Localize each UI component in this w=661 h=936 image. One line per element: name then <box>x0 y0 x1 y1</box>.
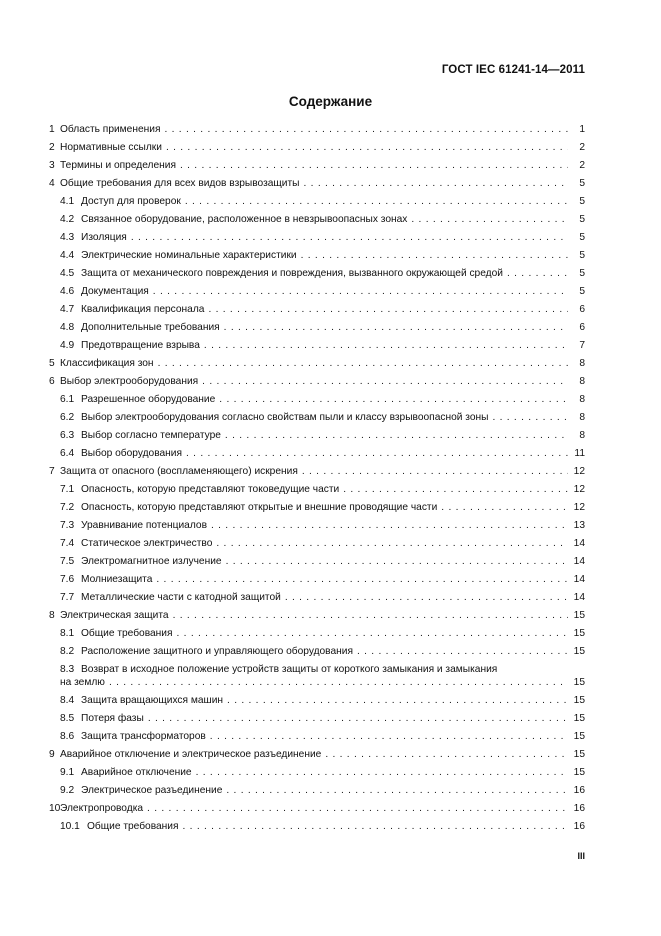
toc-entry-page: 13 <box>573 520 585 531</box>
dot-leader <box>325 748 568 761</box>
toc-entry-title: Электропроводка <box>60 803 144 814</box>
toc-entry-page: 5 <box>579 196 585 207</box>
toc-entry-title: Область применения <box>60 124 161 135</box>
toc-entry-page: 15 <box>573 713 585 724</box>
toc-entry-title: Потеря фазы <box>81 713 144 724</box>
dot-leader <box>225 429 568 442</box>
toc-entry-page: 5 <box>579 268 585 279</box>
toc-entry-page: 14 <box>573 592 585 603</box>
toc-entry-title: Уравнивание потенциалов <box>81 520 207 531</box>
dot-leader <box>185 195 568 208</box>
toc-entry-title: Аварийное отключение и электрическое разъединение <box>60 749 322 760</box>
toc-entry-page: 8 <box>579 412 585 423</box>
toc-entry-page: 8 <box>579 430 585 441</box>
toc-entry-number: 7.5 <box>60 556 75 567</box>
toc-entry-number: 8.1 <box>60 628 75 639</box>
toc-entry-page: 15 <box>573 677 585 688</box>
dot-leader <box>164 123 568 136</box>
toc-entry-page: 8 <box>579 358 585 369</box>
toc-entry-title: Электрические номинальные характеристики <box>81 250 297 261</box>
dot-leader <box>224 321 568 334</box>
toc-entry-title: Выбор согласно температуре <box>81 430 221 441</box>
toc-entry-title: Разрешенное оборудование <box>81 394 216 405</box>
toc-entry-number: 4.5 <box>60 268 75 279</box>
dot-leader <box>302 465 568 478</box>
toc-entry-title: Защита от механического повреждения и повреждения, вызванного окружающей средой <box>81 268 503 279</box>
dot-leader <box>343 483 568 496</box>
toc-entry-page: 15 <box>573 749 585 760</box>
toc-entry-number: 7.2 <box>60 502 75 513</box>
toc-entry-title: Связанное оборудование, расположенное в невзрывоопасных зонах <box>81 214 408 225</box>
dot-leader <box>492 411 568 424</box>
toc-entry-number: 4.7 <box>60 304 75 315</box>
toc-entry-title: Защита от опасного (воспламеняющего) искрения <box>60 466 298 477</box>
dot-leader <box>208 303 568 316</box>
toc-entry-number: 6.1 <box>60 394 75 405</box>
toc-entry-page: 2 <box>579 142 585 153</box>
toc-entry-title: Выбор электрооборудования согласно свойствам пыли и классу взрывоопасной зоны <box>81 412 489 423</box>
toc-entry-title: Термины и определения <box>60 160 176 171</box>
toc-entry-number: 7 <box>49 466 55 477</box>
dot-leader <box>131 231 568 244</box>
toc-entry-title: Аварийное отключение <box>81 767 192 778</box>
toc-entry-number: 3 <box>49 160 55 171</box>
toc-entry-number: 4.6 <box>60 286 75 297</box>
toc-entry-number: 8.4 <box>60 695 75 706</box>
toc-entry-title: Электромагнитное излучение <box>81 556 222 567</box>
toc-entry-page: 1 <box>579 124 585 135</box>
toc-entry-title: Выбор электрооборудования <box>60 376 199 387</box>
page-title: Содержание <box>288 94 373 109</box>
toc-entry-number: 4.8 <box>60 322 75 333</box>
toc-entry-title: Металлические части с катодной защитой <box>81 592 281 603</box>
toc-entry-title: Общие требования <box>81 628 173 639</box>
toc-entry-number: 7.1 <box>60 484 75 495</box>
toc-entry-number: 10 <box>49 803 61 814</box>
toc-entry-number: 4 <box>49 178 55 189</box>
dot-leader <box>301 249 568 262</box>
toc-entry-number: 9 <box>49 749 55 760</box>
toc-entry-page: 12 <box>573 502 585 513</box>
toc-entry-number: 9.2 <box>60 785 75 796</box>
toc-entry-number: 4.3 <box>60 232 75 243</box>
toc-entry-number: 7.6 <box>60 574 75 585</box>
toc-entry-number: 9.1 <box>60 767 75 778</box>
dot-leader <box>357 645 568 658</box>
toc-entry-number: 6.3 <box>60 430 75 441</box>
dot-leader <box>158 357 568 370</box>
toc-entry-page: 5 <box>579 178 585 189</box>
toc-entry-page: 14 <box>573 538 585 549</box>
page-number: III <box>577 851 585 861</box>
dot-leader <box>173 609 568 622</box>
dot-leader <box>186 447 568 460</box>
toc-entry-page: 2 <box>579 160 585 171</box>
dot-leader <box>285 591 568 604</box>
toc-entry-page: 11 <box>574 448 585 459</box>
toc-entry-title: Нормативные ссылки <box>60 142 162 153</box>
toc-entry-page: 8 <box>579 376 585 387</box>
toc-entry-number: 7.3 <box>60 520 75 531</box>
toc-entry-title: Общие требования для всех видов взрывозащиты <box>60 178 300 189</box>
dot-leader <box>166 141 568 154</box>
toc-entry-number: 4.9 <box>60 340 75 351</box>
dot-leader <box>204 339 568 352</box>
toc-entry-title: Квалификация персонала <box>81 304 205 315</box>
toc-entry-number: 4.1 <box>60 196 75 207</box>
toc-entry-page: 5 <box>579 232 585 243</box>
dot-leader <box>147 802 568 815</box>
dot-leader <box>226 555 568 568</box>
toc-entry-number: 8.5 <box>60 713 75 724</box>
dot-leader <box>304 177 569 190</box>
dot-leader <box>196 766 568 779</box>
toc-entry-title: Защита трансформаторов <box>81 731 206 742</box>
dot-leader <box>227 694 568 707</box>
toc-entry-page: 12 <box>573 484 585 495</box>
toc-entry-title: Опасность, которую представляют открытые и внешние проводящие части <box>81 502 438 513</box>
toc-entry-title: Электрическое разъединение <box>81 785 223 796</box>
toc-entry-number: 2 <box>49 142 55 153</box>
toc-entry-page: 15 <box>573 695 585 706</box>
toc-entry-page: 16 <box>573 803 585 814</box>
toc-entry-number: 6 <box>49 376 55 387</box>
toc-entry-number: 8 <box>49 610 55 621</box>
dot-leader <box>180 159 568 172</box>
toc-entry-title: Расположение защитного и управляющего оборудования <box>81 646 353 657</box>
dot-leader <box>210 730 568 743</box>
toc-entry-page: 14 <box>573 574 585 585</box>
toc-entry-page: 15 <box>573 610 585 621</box>
toc-entry-page: 5 <box>579 250 585 261</box>
toc-entry-page: 15 <box>573 731 585 742</box>
toc-entry-number: 5 <box>49 358 55 369</box>
dot-leader <box>202 375 568 388</box>
toc-entry-page: 15 <box>573 767 585 778</box>
toc-entry-title-continued: на землю <box>60 677 105 688</box>
dot-leader <box>183 820 568 833</box>
toc-entry-number: 6.4 <box>60 448 75 459</box>
dot-leader <box>411 213 568 226</box>
toc-entry-page: 14 <box>573 556 585 567</box>
toc-entry-title: Дополнительные требования <box>81 322 220 333</box>
toc-entry-title: Опасность, которую представляют токоведущие части <box>81 484 340 495</box>
toc-entry-page: 16 <box>573 785 585 796</box>
toc-entry-page: 6 <box>579 304 585 315</box>
dot-leader <box>148 712 568 725</box>
toc-entry-title: Доступ для проверок <box>81 196 181 207</box>
dot-leader <box>216 537 568 550</box>
toc-entry-number: 6.2 <box>60 412 75 423</box>
dot-leader <box>177 627 568 640</box>
toc-entry-title: Предотвращение взрыва <box>81 340 200 351</box>
dot-leader <box>441 501 568 514</box>
toc-entry-title: Статическое электричество <box>81 538 213 549</box>
toc-entry-page: 5 <box>579 214 585 225</box>
toc-entry-page: 12 <box>573 466 585 477</box>
toc-entry-title: Выбор оборудования <box>81 448 182 459</box>
toc-entry-page: 15 <box>573 646 585 657</box>
toc-entry-page: 8 <box>579 394 585 405</box>
toc-entry-number: 8.2 <box>60 646 75 657</box>
toc-entry-title: Возврат в исходное положение устройств защиты от короткого замыкания и замыкания <box>81 664 498 675</box>
toc-entry-number: 8.3 <box>60 664 75 675</box>
dot-leader <box>109 676 568 689</box>
toc-entry-title: Изоляция <box>81 232 127 243</box>
toc-entry-page: 5 <box>579 286 585 297</box>
toc-entry-number: 7.7 <box>60 592 75 603</box>
dot-leader <box>211 519 568 532</box>
dot-leader <box>507 267 568 280</box>
dot-leader <box>153 285 568 298</box>
toc-entry-number: 4.2 <box>60 214 75 225</box>
toc-entry-number: 10.1 <box>60 821 80 832</box>
toc-entry-page: 16 <box>573 821 585 832</box>
dot-leader <box>226 784 568 797</box>
toc-entry-title: Документация <box>81 286 149 297</box>
toc-entry-title: Классификация зон <box>60 358 154 369</box>
toc-entry-number: 4.4 <box>60 250 75 261</box>
toc-entry-page: 15 <box>573 628 585 639</box>
dot-leader <box>156 573 568 586</box>
toc-entry-number: 7.4 <box>60 538 75 549</box>
dot-leader <box>219 393 568 406</box>
toc-entry-page: 6 <box>579 322 585 333</box>
toc-entry-number: 8.6 <box>60 731 75 742</box>
toc-entry-title: Электрическая защита <box>60 610 169 621</box>
toc-entry-title: Защита вращающихся машин <box>81 695 224 706</box>
toc-entry-number: 1 <box>49 124 55 135</box>
toc-entry-page: 7 <box>579 340 585 351</box>
toc-entry-title: Молниезащита <box>81 574 153 585</box>
toc-entry-title: Общие требования <box>87 821 179 832</box>
document-header: ГОСТ IEC 61241-14—2011 <box>441 64 585 76</box>
